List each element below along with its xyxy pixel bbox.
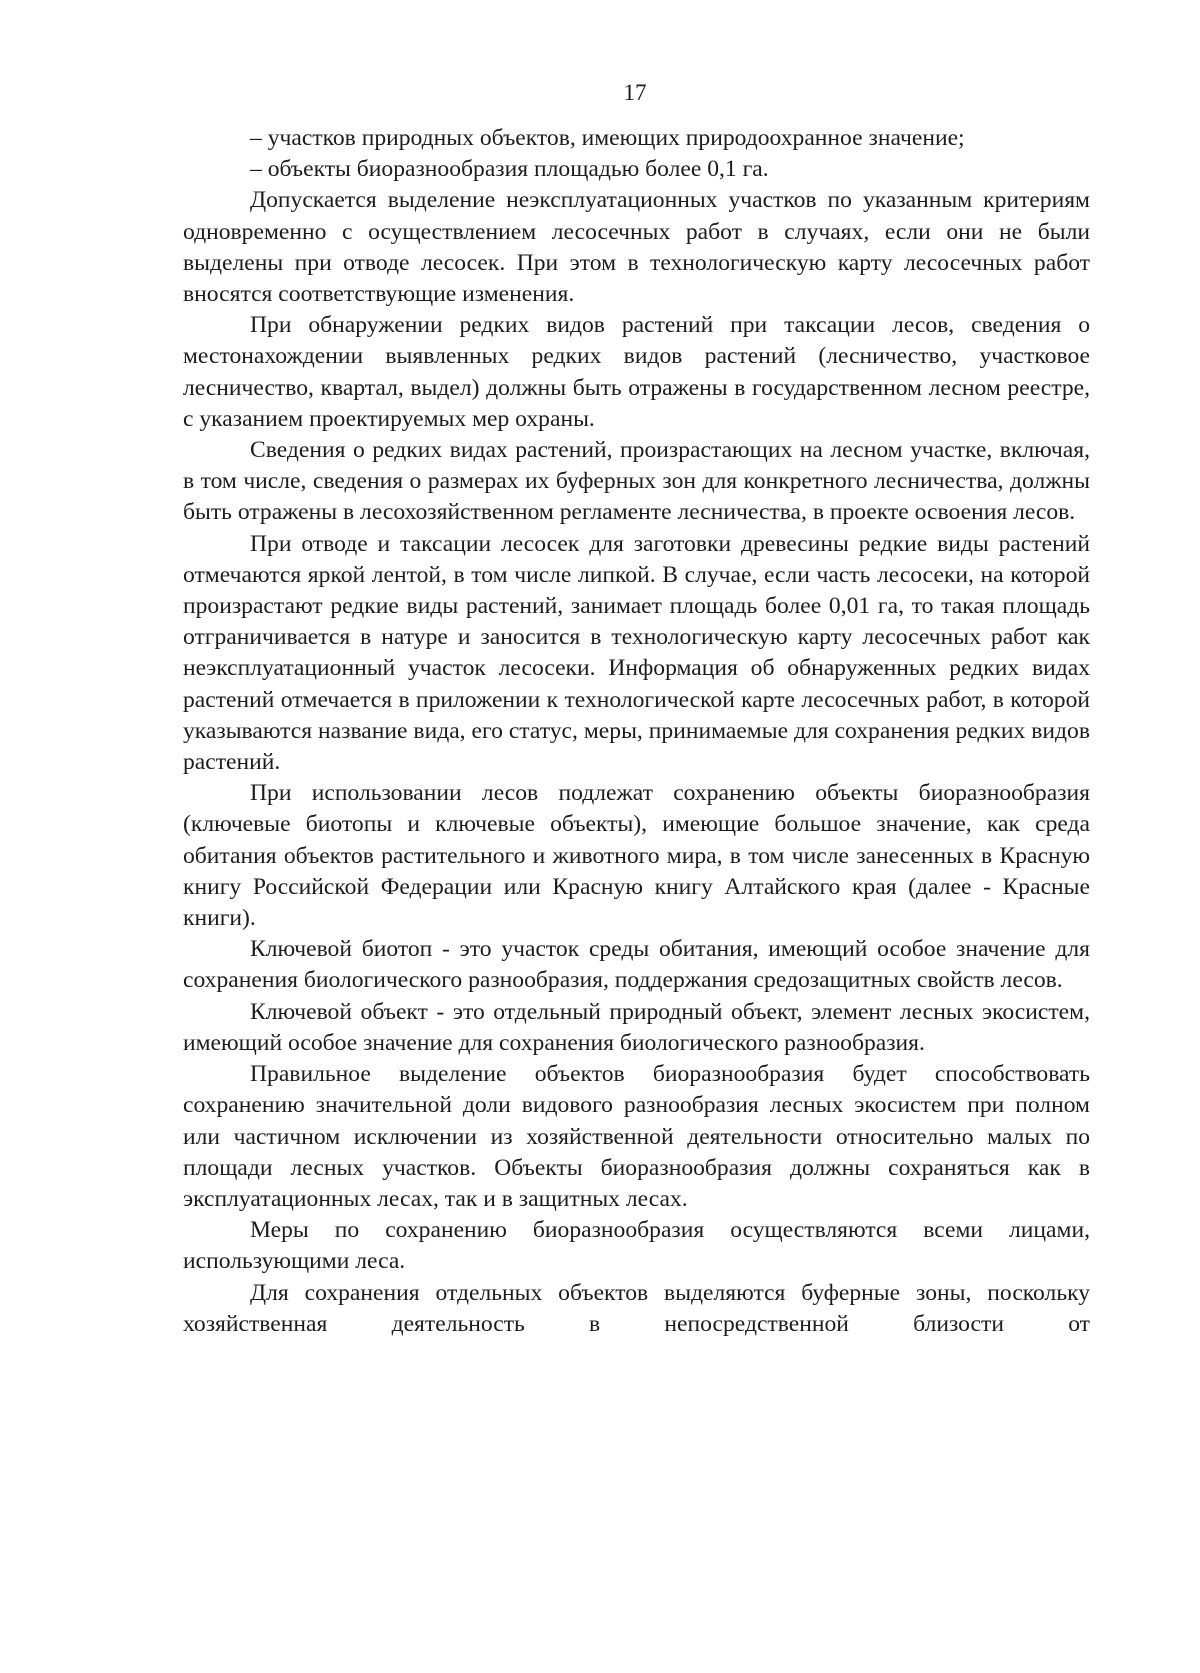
paragraph-non-exploitation-areas: Допускается выделение неэксплуатационных участков по указанным критериям одновременно с осуществлением лесосечных работ в случаях, если они не были выделены при отводе лесосек. При этом в технологическую карту лесосечных работ вносятся соответствующие изменения. bbox=[183, 187, 1090, 308]
paragraph-key-biotope: Ключевой биотоп - это участок среды обитания, имеющий особое значение для сохранения биологического разнообразия, поддержания средозащитных свойств лесов. bbox=[183, 936, 1090, 994]
paragraph-rare-plants-marking: При отводе и таксации лесосек для заготовки древесины редкие виды растений отмечаются яркой лентой, в том числе липкой. В случае, если часть лесосеки, на которой произрастают редкие виды растений, занимает площадь более 0,01 га, то такая площадь отграничивается в натуре и заносится в технологическую карту лесосечных работ как неэксплуатационный участок лесосеки. Информация об обнаруженных редких видах растений отмечается в приложении к технологической карте лесосечных работ, в которой указываются название вида, его статус, меры, принимаемые для сохранения редких видов растений. bbox=[183, 530, 1090, 776]
paragraph-rare-plants-registry: При обнаружении редких видов растений при таксации лесов, сведения о местонахождении выявленных редких видов растений (лесничество, участковое лесничество, квартал, выдел) должны быть отражены в государственном лесном реестре, с указанием проектируемых мер охраны. bbox=[183, 312, 1090, 432]
paragraph-rare-plants-regulations: Сведения о редких видах растений, произрастающих на лесном участке, включая, в том числе, сведения о размерах их буферных зон для конкретного лесничества, должны быть отражены в лесохозяйственном регламенте лесничества, в проекте освоения лесов. bbox=[183, 437, 1090, 526]
paragraph-proper-selection: Правильное выделение объектов биоразнообразия будет способствовать сохранению значительной доли видового разнообразия лесных экосистем при полном или частичном исключении из хозяйственной деятельности относительно малых по площади лесных участков. Объекты биоразнообразия должны сохраняться как в эксплуатационных лесах, так и в защитных лесах. bbox=[183, 1061, 1090, 1212]
paragraph-biodiversity-preservation: При использовании лесов подлежат сохранению объекты биоразнообразия (ключевые биотопы и ключевые объекты), имеющие большое значение, как среда обитания объектов растительного и животного мира, в том числе занесенных в Красную книгу Российской Федерации или Красную книгу Алтайского края (далее - Красные книги). bbox=[183, 780, 1090, 932]
list-item-protected-sites: – участков природных объектов, имеющих природоохранное значение; bbox=[250, 125, 965, 151]
paragraph-key-object: Ключевой объект - это отдельный природный объект, элемент лесных экосистем, имеющий особое значение для сохранения биологического разнообразия. bbox=[183, 998, 1090, 1056]
list-item-biodiversity-objects: – объекты биоразнообразия площадью более 0,1 га. bbox=[250, 156, 769, 183]
document-body bbox=[183, 123, 1090, 1340]
page-number: 17 bbox=[623, 80, 647, 105]
paragraph-buffer-zones: Для сохранения отдельных объектов выделяются буферные зоны, поскольку хозяйственная деятельность в непосредственной близости от bbox=[183, 1279, 1090, 1337]
paragraph-preservation-measures: Меры по сохранению биоразнообразия осуществляются всеми лицами, использующими леса. bbox=[183, 1217, 1090, 1275]
